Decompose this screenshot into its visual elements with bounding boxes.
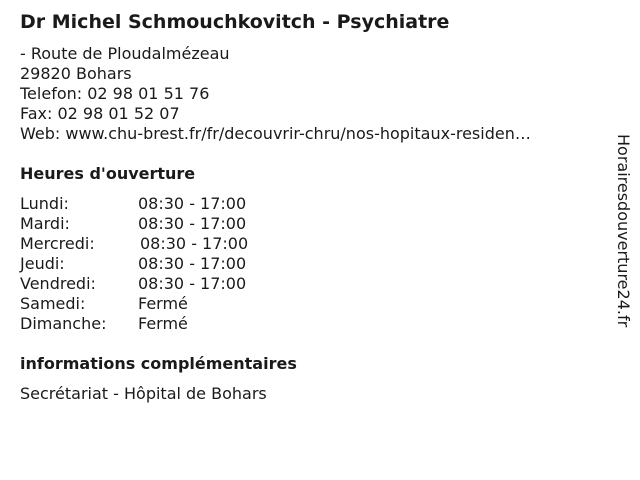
time-value: 08:30 - 17:00 [138,274,247,293]
website-link[interactable]: Web: www.chu-brest.fr/fr/decouvrir-chru/nos-hopitaux-residen… [20,124,531,143]
fax-number: Fax: 02 98 01 52 07 [20,104,180,123]
contact-block [20,44,531,144]
extra-info-text: Secrétariat - Hôpital de Bohars [20,384,267,403]
time-value: Fermé [138,314,188,333]
site-watermark: Horairesdouverture24.fr [614,134,633,328]
day-label: Samedi: [20,294,86,313]
hours-row [20,254,340,274]
hours-row [20,314,340,334]
time-value: 08:30 - 17:00 [138,194,247,213]
street-address: - Route de Ploudalmézeau [20,44,230,63]
day-label: Vendredi: [20,274,96,293]
page-title: Dr Michel Schmouchkovitch - Psychiatre [20,11,450,33]
hours-row [20,194,340,214]
city-postal: 29820 Bohars [20,64,132,83]
phone-number[interactable]: Telefon: 02 98 01 51 76 [20,84,210,103]
time-value: 08:30 - 17:00 [138,214,247,233]
hours-row [20,234,340,254]
day-label: Mercredi: [20,234,95,253]
time-value: 08:30 - 17:00 [138,254,247,273]
time-value: Fermé [138,294,188,313]
day-label: Lundi: [20,194,69,213]
day-label: Mardi: [20,214,70,233]
opening-hours-table [20,194,340,334]
time-value: 08:30 - 17:00 [140,234,249,253]
hours-row [20,274,340,294]
day-label: Dimanche: [20,314,107,333]
hours-row [20,214,340,234]
hours-heading: Heures d'ouverture [20,164,196,183]
hours-row [20,294,340,314]
extra-info-heading: informations complémentaires [20,354,297,373]
day-label: Jeudi: [20,254,65,273]
